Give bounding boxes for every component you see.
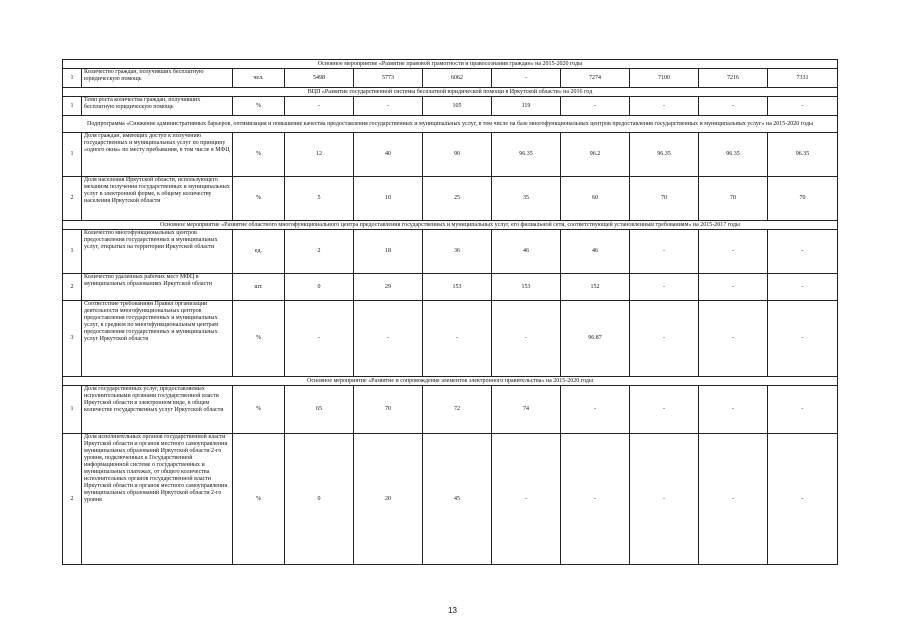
value-cell: 74 <box>492 386 561 434</box>
value-cell: - <box>561 97 630 116</box>
value-cell: 7331 <box>768 69 838 88</box>
value-cell: 65 <box>285 386 354 434</box>
value-cell: 6062 <box>423 69 492 88</box>
value-cell: - <box>561 434 630 565</box>
indicator-name: Количество граждан, получивших бесплатную юридическую помощь <box>82 69 233 88</box>
unit-cell: % <box>233 133 285 177</box>
section-row <box>63 377 838 386</box>
value-cell: 0 <box>285 274 354 301</box>
value-cell: - <box>768 97 838 116</box>
section-title: Подпрограмма «Снижение административных барьеров, оптимизация и повышение качества предоставления государственных и муниципальных услуг, в том числе на базе многофункциональных центров предоставления государственных и муниципальных услуг» на 2015-2020 годы <box>63 116 838 133</box>
table-row <box>63 386 838 434</box>
value-cell: 12 <box>285 133 354 177</box>
indicators-table <box>62 59 838 565</box>
value-cell: - <box>699 274 768 301</box>
row-number: 3 <box>63 301 82 377</box>
value-cell: 96.35 <box>492 133 561 177</box>
value-cell: - <box>492 69 561 88</box>
section-row <box>63 116 838 133</box>
value-cell: 96.2 <box>561 133 630 177</box>
table-row <box>63 274 838 301</box>
row-number: 1 <box>63 230 82 274</box>
value-cell: - <box>699 301 768 377</box>
value-cell: 5773 <box>354 69 423 88</box>
value-cell: - <box>423 301 492 377</box>
unit-cell: % <box>233 434 285 565</box>
value-cell: 25 <box>423 177 492 221</box>
table-body <box>63 60 838 565</box>
value-cell: 119 <box>492 97 561 116</box>
section-title: Основное мероприятие «Развитие областного многофункционального центра предоставления государственных и муниципальных услуг, его филиальной сети, соответствующей установленным требованиям» на 2015-2017 годы <box>63 221 838 230</box>
value-cell: 60 <box>561 177 630 221</box>
value-cell: 72 <box>423 386 492 434</box>
table-row <box>63 177 838 221</box>
value-cell: - <box>699 230 768 274</box>
row-number: 1 <box>63 386 82 434</box>
value-cell: - <box>768 434 838 565</box>
value-cell: 7100 <box>630 69 699 88</box>
indicator-name: Доля исполнительных органов государственной власти Иркутской области и органов местного самоуправления муниципальных образований Иркутской области 2-го уровня, подключенных к Государственной информационной системе о государственных и муниципальных платежах, от общего количества исполнительных органов государственной власти Иркутской области и органов местного самоуправления муниципальных образований Иркутской области 2-го уровня <box>82 434 233 565</box>
value-cell: 18 <box>354 230 423 274</box>
value-cell: 35 <box>492 177 561 221</box>
value-cell: 96.87 <box>561 301 630 377</box>
indicator-name: Доля граждан, имеющих доступ к получению государственных и муниципальных услуг по принципу «одного окна» по месту пребывания, в том числе в МФЦ <box>82 133 233 177</box>
value-cell: 40 <box>354 133 423 177</box>
value-cell: 96.35 <box>768 133 838 177</box>
section-title: ВЦП «Развитие государственной системы бесплатной юридической помощи в Иркутской области» на 2016 год <box>63 88 838 97</box>
unit-cell: шт. <box>233 274 285 301</box>
value-cell: - <box>630 434 699 565</box>
value-cell: 90 <box>423 133 492 177</box>
value-cell: 70 <box>630 177 699 221</box>
value-cell: - <box>354 97 423 116</box>
value-cell: 46 <box>561 230 630 274</box>
value-cell: 2 <box>285 230 354 274</box>
section-title: Основное мероприятие «Развитие и сопровождение элементов электронного правительства» на 2015-2020 годы <box>63 377 838 386</box>
value-cell: - <box>630 97 699 116</box>
value-cell: 96.35 <box>699 133 768 177</box>
value-cell: - <box>630 386 699 434</box>
section-row <box>63 88 838 97</box>
table-row <box>63 69 838 88</box>
value-cell: 20 <box>354 434 423 565</box>
indicator-name: Количество удаленных рабочих мест МФЦ в муниципальных образованиях Иркутской области <box>82 274 233 301</box>
row-number: 1 <box>63 133 82 177</box>
value-cell: 153 <box>492 274 561 301</box>
unit-cell: % <box>233 386 285 434</box>
page-number: 13 <box>448 606 457 615</box>
value-cell: 70 <box>354 386 423 434</box>
value-cell: 70 <box>768 177 838 221</box>
row-number: 2 <box>63 177 82 221</box>
value-cell: - <box>699 386 768 434</box>
value-cell: - <box>630 274 699 301</box>
value-cell: 5 <box>285 177 354 221</box>
indicator-name: Темп роста количества граждан, получивших бесплатную юридическую помощь <box>82 97 233 116</box>
value-cell: - <box>699 434 768 565</box>
unit-cell: чел. <box>233 69 285 88</box>
table-row <box>63 133 838 177</box>
value-cell: - <box>630 301 699 377</box>
value-cell: 7216 <box>699 69 768 88</box>
row-number: 1 <box>63 97 82 116</box>
value-cell: - <box>768 274 838 301</box>
value-cell: 46 <box>492 230 561 274</box>
value-cell: - <box>492 434 561 565</box>
value-cell: 153 <box>423 274 492 301</box>
value-cell: - <box>285 97 354 116</box>
indicator-name: Количество многофункциональных центров предоставления государственных и муниципальных услуг, открытых на территории Иркутской области <box>82 230 233 274</box>
value-cell: - <box>699 97 768 116</box>
indicator-name: Соответствие требованиям Правил организации деятельности многофункциональных центров предоставления государственных и муниципальных услуг, в среднем по многофункциональным центрам предоставления государственных и муниципальных услуг Иркутской области <box>82 301 233 377</box>
unit-cell: % <box>233 97 285 116</box>
value-cell: - <box>768 230 838 274</box>
value-cell: 5498 <box>285 69 354 88</box>
value-cell: 70 <box>699 177 768 221</box>
value-cell: 7274 <box>561 69 630 88</box>
value-cell: 105 <box>423 97 492 116</box>
value-cell: 45 <box>423 434 492 565</box>
value-cell: 29 <box>354 274 423 301</box>
value-cell: 0 <box>285 434 354 565</box>
unit-cell: % <box>233 177 285 221</box>
value-cell: - <box>630 230 699 274</box>
value-cell: 36 <box>423 230 492 274</box>
unit-cell: % <box>233 301 285 377</box>
table-row <box>63 434 838 565</box>
unit-cell: ед. <box>233 230 285 274</box>
value-cell: - <box>354 301 423 377</box>
value-cell: - <box>285 301 354 377</box>
section-row <box>63 221 838 230</box>
value-cell: 152 <box>561 274 630 301</box>
section-row <box>63 60 838 69</box>
table-row <box>63 97 838 116</box>
value-cell: 10 <box>354 177 423 221</box>
row-number: 2 <box>63 434 82 565</box>
value-cell: - <box>768 301 838 377</box>
value-cell: - <box>768 386 838 434</box>
indicator-name: Доля государственных услуг, предоставляемых исполнительными органами государственной власти Иркутской области в электронном виде, в общем количестве государственных услуг Иркутской области <box>82 386 233 434</box>
row-number: 1 <box>63 69 82 88</box>
value-cell: - <box>561 386 630 434</box>
row-number: 2 <box>63 274 82 301</box>
table-row <box>63 230 838 274</box>
value-cell: - <box>492 301 561 377</box>
value-cell: 96.35 <box>630 133 699 177</box>
table-row <box>63 301 838 377</box>
indicator-name: Доля населения Иркутской области, использующего механизм получения государственных и муниципальных услуг в электронной форме, к общему количеству населения Иркутской области <box>82 177 233 221</box>
section-title: Основное мероприятие «Развитие правовой грамотности и правосознания граждан» на 2015-2020 годы <box>63 60 838 69</box>
